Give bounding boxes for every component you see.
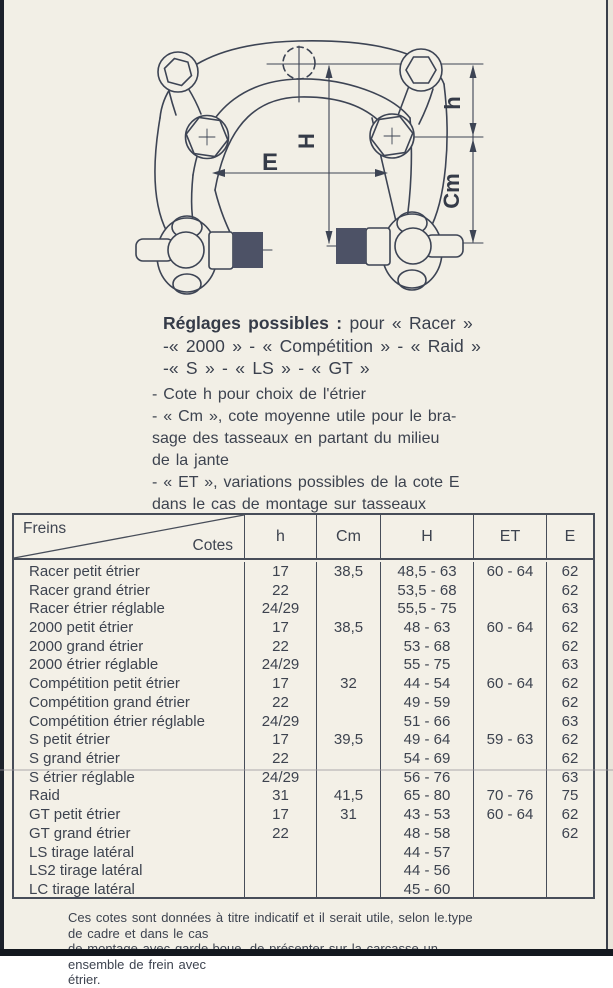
- cell-e: 62: [561, 637, 579, 655]
- cell-cm: [317, 843, 381, 862]
- note-line: - « Cm », cote moyenne utile pour le bra-: [152, 408, 457, 425]
- cell-cm: [317, 581, 381, 600]
- heading-line-1-rest: pour « Racer »: [349, 313, 473, 333]
- cell-H: 56 - 76: [381, 768, 474, 787]
- cell-H: 51 - 66: [381, 712, 474, 731]
- cell-e: [547, 862, 593, 881]
- cell-et: [474, 637, 547, 656]
- cell-e: 62: [561, 619, 579, 637]
- right-pivot-nut: [370, 114, 414, 158]
- cell-H: 48,5 - 63: [381, 562, 474, 581]
- column-header-cm: Cm: [317, 515, 381, 560]
- cell-h: 22: [245, 824, 317, 843]
- cell-H: 53,5 - 68: [381, 581, 474, 600]
- cell-e: 62: [561, 675, 579, 693]
- dimension-notes: [152, 384, 482, 516]
- cell-H: 45 - 60: [381, 880, 474, 899]
- cell-H: 44 - 56: [381, 862, 474, 881]
- cell-h: 22: [245, 637, 317, 656]
- cell-h: 22: [245, 749, 317, 768]
- cell-cm: 38,5: [317, 618, 381, 637]
- cell-h: 31: [245, 787, 317, 806]
- cell-frein: S grand étrier: [14, 749, 245, 768]
- cell-h: 24/29: [245, 712, 317, 731]
- cell-e: 62: [561, 824, 579, 842]
- cell-cm: [317, 712, 381, 731]
- corner-cell: [14, 515, 245, 560]
- cell-cm: 39,5: [317, 730, 381, 749]
- cell-et: 70 - 76: [474, 787, 547, 806]
- note-line: dans le cas de montage sur tasseaux: [152, 496, 427, 513]
- cell-cm: [317, 880, 381, 899]
- cell-h: 17: [245, 618, 317, 637]
- cell-h: 22: [245, 581, 317, 600]
- arm-outer-left-leg: [155, 118, 167, 232]
- cell-H: 49 - 64: [381, 730, 474, 749]
- cell-et: [474, 656, 547, 675]
- cell-e: 62: [561, 750, 579, 768]
- heading-line-3: -« S » - « LS » - « GT »: [163, 358, 370, 378]
- corner-label-cotes: Cotes: [192, 537, 233, 554]
- cell-frein: LC tirage latéral: [14, 880, 245, 899]
- cell-cm: 41,5: [317, 787, 381, 806]
- cell-et: 60 - 64: [474, 618, 547, 637]
- cell-e: 62: [561, 731, 579, 749]
- column-header-H: H: [381, 515, 474, 560]
- cell-H: 44 - 57: [381, 843, 474, 862]
- cell-et: [474, 599, 547, 618]
- cell-cm: [317, 637, 381, 656]
- note-line: sage des tasseaux en partant du milieu: [152, 430, 440, 447]
- brake-caliper-diagram: [100, 25, 500, 310]
- cell-et: [474, 862, 547, 881]
- cell-cm: 32: [317, 674, 381, 693]
- cell-e: 63: [561, 712, 579, 730]
- left-brake-shoe: [233, 232, 263, 268]
- cell-H: 44 - 54: [381, 674, 474, 693]
- cell-e: 63: [561, 656, 579, 674]
- cell-frein: Compétition petit étrier: [14, 674, 245, 693]
- cell-frein: LS tirage latéral: [14, 843, 245, 862]
- cell-h: 17: [245, 674, 317, 693]
- cell-H: 55,5 - 75: [381, 599, 474, 618]
- cell-e: [547, 843, 593, 862]
- cell-frein: S petit étrier: [14, 730, 245, 749]
- cell-frein: Racer grand étrier: [14, 581, 245, 600]
- dimensions-table: [12, 513, 595, 899]
- cell-h: 24/29: [245, 768, 317, 787]
- cell-cm: [317, 862, 381, 881]
- cell-H: 55 - 75: [381, 656, 474, 675]
- dim-label-H: H: [294, 133, 319, 149]
- scan-edge-right-paper: [608, 0, 613, 956]
- note-line: de la jante: [152, 452, 229, 469]
- note-line: - Cote h pour choix de l'étrier: [152, 386, 366, 403]
- heading-line-1: [163, 312, 483, 335]
- left-pivot-nut: [186, 116, 229, 159]
- cell-h: [245, 862, 317, 881]
- adjustments-heading: [163, 312, 483, 380]
- cell-H: 43 - 53: [381, 805, 474, 824]
- cell-frein: Racer étrier réglable: [14, 599, 245, 618]
- cell-e: 62: [561, 562, 579, 580]
- cell-h: 24/29: [245, 599, 317, 618]
- cell-H: 54 - 69: [381, 749, 474, 768]
- cell-frein: 2000 grand étrier: [14, 637, 245, 656]
- cell-cm: [317, 749, 381, 768]
- cell-et: [474, 824, 547, 843]
- cell-H: 48 - 58: [381, 824, 474, 843]
- heading-lead: Réglages possibles :: [163, 313, 343, 333]
- cell-e: 62: [561, 806, 579, 824]
- cell-et: 59 - 63: [474, 730, 547, 749]
- cell-H: 65 - 80: [381, 787, 474, 806]
- corner-label-freins: Freins: [23, 520, 67, 537]
- cell-h: 17: [245, 730, 317, 749]
- table-header-row: [14, 515, 593, 560]
- cell-e: 75: [561, 787, 579, 805]
- column-header-et: ET: [474, 515, 547, 560]
- cell-h: 24/29: [245, 656, 317, 675]
- dim-label-h: h: [440, 96, 465, 110]
- cell-cm: [317, 599, 381, 618]
- cell-frein: Raid: [14, 787, 245, 806]
- cell-frein: GT grand étrier: [14, 824, 245, 843]
- cell-e: 63: [561, 768, 579, 786]
- cell-cm: [317, 824, 381, 843]
- cell-frein: Racer petit étrier: [14, 562, 245, 581]
- cell-et: [474, 749, 547, 768]
- scan-edge-bottom: [0, 949, 613, 956]
- dim-label-E: E: [262, 149, 279, 176]
- cell-frein: LS2 tirage latéral: [14, 862, 245, 881]
- cell-frein: 2000 étrier réglable: [14, 656, 245, 675]
- right-top-flange: [400, 49, 442, 91]
- cell-cm: [317, 656, 381, 675]
- cell-e: 62: [561, 693, 579, 711]
- cell-et: 60 - 64: [474, 674, 547, 693]
- cell-h: [245, 880, 317, 899]
- cell-et: 60 - 64: [474, 562, 547, 581]
- cell-et: [474, 693, 547, 712]
- cell-cm: 38,5: [317, 562, 381, 581]
- cell-cm: [317, 693, 381, 712]
- cell-frein: GT petit étrier: [14, 805, 245, 824]
- cell-frein: Compétition grand étrier: [14, 693, 245, 712]
- cell-H: 49 - 59: [381, 693, 474, 712]
- cell-e: [547, 880, 593, 899]
- cell-e: 62: [561, 581, 579, 599]
- cell-h: 17: [245, 805, 317, 824]
- left-top-flange: [158, 52, 198, 92]
- cell-H: 48 - 63: [381, 618, 474, 637]
- table-body: [14, 560, 593, 897]
- note-line: - « ET », variations possibles de la cote E: [152, 474, 460, 491]
- cell-h: 22: [245, 693, 317, 712]
- right-brake-shoe: [336, 228, 366, 264]
- cell-h: [245, 843, 317, 862]
- cell-cm: 31: [317, 805, 381, 824]
- scan-edge-left: [0, 0, 4, 956]
- cell-et: [474, 581, 547, 600]
- footnote-line: étrier.: [68, 972, 101, 987]
- scan-edge-right: [606, 0, 608, 956]
- column-header-e: E: [547, 515, 593, 560]
- cell-frein: Compétition étrier réglable: [14, 712, 245, 731]
- dim-label-Cm: Cm: [439, 173, 464, 209]
- cell-h: 17: [245, 562, 317, 581]
- cell-frein: 2000 petit étrier: [14, 618, 245, 637]
- heading-line-2: -« 2000 » - « Compétition » - « Raid »: [163, 335, 481, 356]
- cell-et: [474, 712, 547, 731]
- cell-H: 53 - 68: [381, 637, 474, 656]
- footnote-line: Ces cotes sont données à titre indicatif et il serait utile, selon le.type de cadre et dans le cas: [68, 910, 473, 941]
- column-header-h: h: [245, 515, 317, 560]
- footnote-line: ensemble de frein avec: [68, 956, 207, 972]
- cell-et: [474, 880, 547, 899]
- left-pivot-assembly: [136, 216, 272, 294]
- cell-frein: S étrier réglable: [14, 768, 245, 787]
- cell-et: 60 - 64: [474, 805, 547, 824]
- dimension-arrowheads: [212, 65, 477, 244]
- cell-et: [474, 843, 547, 862]
- paper-crease: [0, 769, 613, 771]
- right-pivot-assembly: [327, 212, 463, 290]
- cell-e: 63: [561, 600, 579, 618]
